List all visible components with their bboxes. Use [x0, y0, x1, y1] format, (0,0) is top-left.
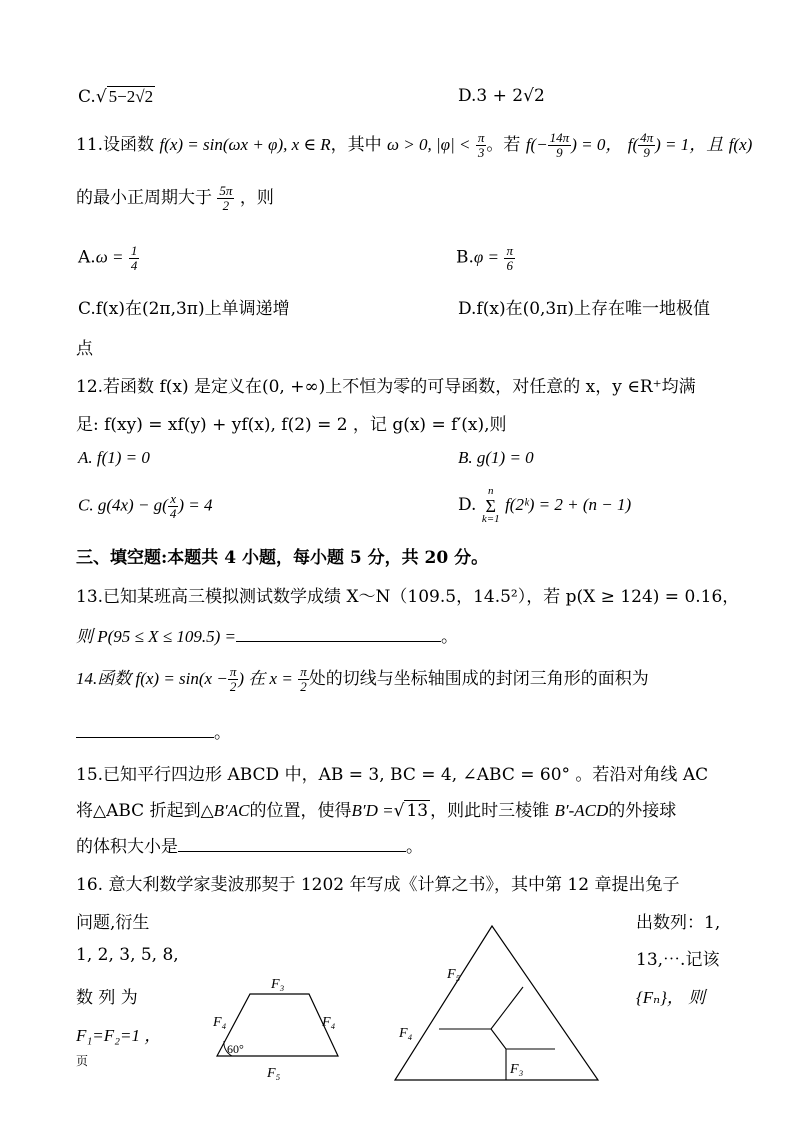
trap-label-left: F₄ — [213, 1015, 227, 1030]
q12-option-c: C. g(4x) − g( $\frac{x}{4}$ ) = 4 — [78, 491, 213, 521]
q11-stem-line2: 的最小正周期大于 $\frac{5\pi}{2}$ ，则 — [76, 183, 274, 213]
tri-label-f4: F₄ — [399, 1026, 413, 1041]
q16-line4-left: 数 列 为 — [76, 988, 138, 1008]
q11-option-b: B.φ = $\frac{\pi}{6}$ — [456, 243, 513, 273]
q13-answer-blank[interactable] — [236, 640, 441, 642]
q10-option-d: D.3 + 2√2 — [458, 86, 545, 106]
section-3-title: 三、填空题:本题共 4 小题，每小题 5 分，共 20 分。 — [76, 548, 489, 568]
q12-stem-line1: 12.若函数 f(x) 是定义在(0, +∞)上不恒为零的可导函数，对任意的 x，y ∈R⁺均满 — [76, 377, 696, 397]
trapezoid-figure — [205, 975, 355, 1085]
q12-option-a: A. f(1) = 0 — [78, 448, 150, 467]
q15-answer-blank[interactable] — [178, 850, 406, 852]
q12-option-d: D. n Σ k=1 f(2ᵏ) = 2 + (n − 1) — [458, 485, 632, 525]
q11-option-a: A.ω = $\frac{1}{4}$ — [78, 243, 138, 273]
q14-line2: 。 — [76, 718, 231, 743]
trap-label-bottom: F₅ — [267, 1066, 281, 1081]
q10-option-c: C.√ 5−2√2 — [78, 87, 154, 107]
q15-line2: 将△ABC 折起到△B′AC的位置，使得B′D =√ 13 ，则此时三棱锥 B′-ACD的外接球 — [76, 801, 677, 821]
trap-label-right: F₄ — [322, 1015, 336, 1030]
q16-line2-right: 出数列：1, — [636, 913, 721, 933]
q12-option-b: B. g(1) = 0 — [458, 448, 534, 467]
q15-line3: 的体积大小是 。 — [76, 837, 423, 857]
trap-label-top: F₃ — [271, 977, 285, 992]
q16-line1: 16. 意大利数学家斐波那契于 1202 年写成《计算之书》，其中第 12 章提出兔子 — [76, 875, 680, 895]
q15-line1: 15.已知平行四边形 ABCD 中，AB = 3, BC = 4, ∠ABC = 60° 。若沿对角线 AC — [76, 765, 709, 785]
q14-answer-blank[interactable] — [76, 736, 214, 738]
q12-stem-line2: 足: f(xy) = xf(y) + yf(x), f(2) = 2 ，记 g(x) = f′(x),则 — [76, 415, 507, 435]
q13-line1: 13.已知某班高三模拟测试数学成绩 X～N（109.5，14.5²），若 p(X ≥ 124) = 0.16， — [76, 587, 740, 607]
q11-option-c: C.f(x)在(2π,3π)上单调递增 — [78, 299, 290, 319]
trap-angle-label: 60° — [227, 1042, 244, 1056]
q16-line3-left: 1, 2, 3, 5, 8, — [76, 945, 179, 965]
q11-option-d: D.f(x)在(0,3π)上存在唯一地极值 — [458, 299, 711, 319]
q16-line5-left: F₁=F₂=1 ， — [76, 1026, 162, 1045]
page-footer: 页 — [76, 1054, 89, 1068]
q13-line2: 则 P(95 ≤ X ≤ 109.5) = 。 — [76, 627, 458, 647]
q16-line4-right: {Fₙ}， 则 — [636, 988, 706, 1007]
tri-label-f5: F₅ — [447, 967, 461, 982]
q14-line1: 14.函数 f(x) = sin(x − $\frac{\pi}{2}$ ) 在 x = $\frac{\pi}{2}$ 处的切线与坐标轴围成的封闭三角形的面积为 — [76, 664, 649, 694]
tri-label-f3: F₃ — [510, 1062, 524, 1077]
q16-line3-right: 13,⋯.记该 — [636, 950, 720, 970]
q16-line2-left: 问题,衍生 — [76, 913, 150, 933]
q11-stem-line1: 11.设函数 f(x) = sin(ωx + φ), x ∈ R，其中 ω > 0, |φ| < $\frac{\pi}{3}$ 。若 f(− $\frac{14\pi}{9}$ ) = 0， f( $\frac{4\pi}{9}$ ) = 1，且 f(x) — [76, 130, 753, 160]
q11-option-d-cont: 点 — [76, 339, 93, 359]
triangle-figure — [384, 918, 614, 1090]
